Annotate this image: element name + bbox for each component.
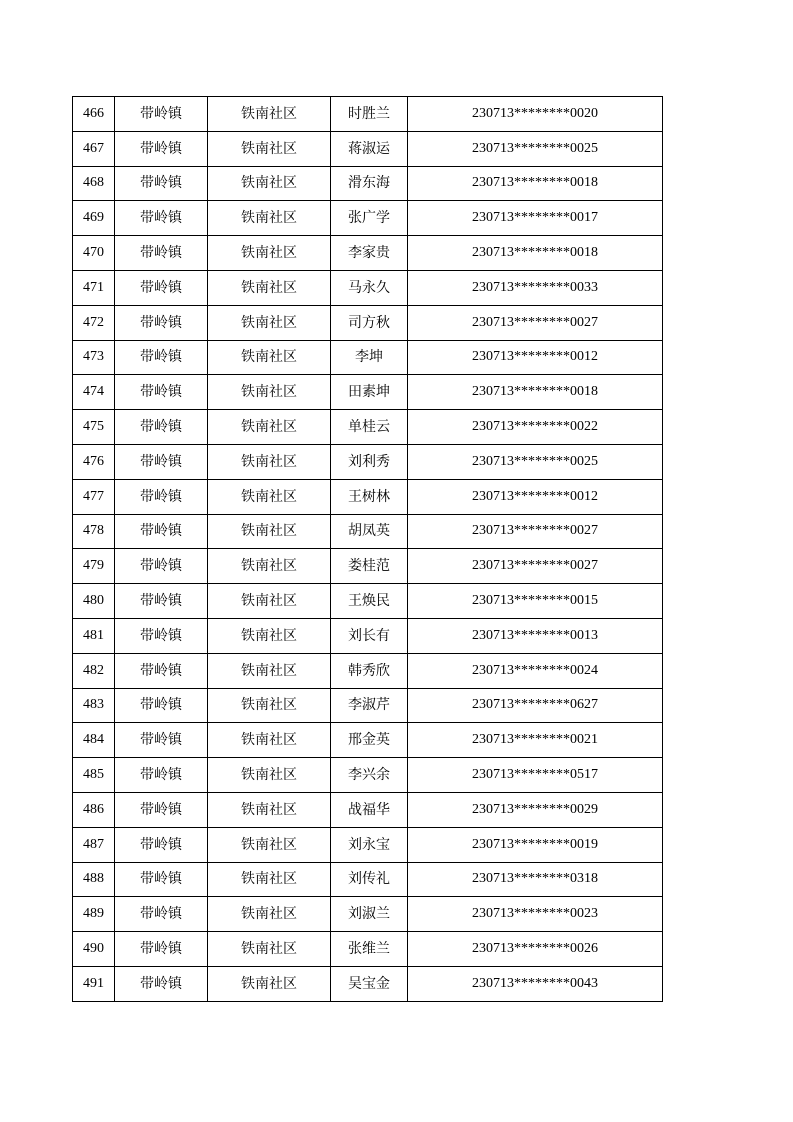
row-number-cell: 476 [73, 444, 115, 479]
community-cell: 铁南社区 [208, 584, 331, 619]
row-number-cell: 491 [73, 966, 115, 1001]
person-name-cell: 邢金英 [331, 723, 408, 758]
community-cell: 铁南社区 [208, 514, 331, 549]
person-name-cell: 刘长有 [331, 618, 408, 653]
id-number-cell: 230713********0025 [408, 131, 663, 166]
table-row [73, 131, 663, 166]
id-number-cell: 230713********0023 [408, 897, 663, 932]
row-number-cell: 479 [73, 549, 115, 584]
person-name-cell: 刘淑兰 [331, 897, 408, 932]
table-row [73, 375, 663, 410]
row-number-cell: 480 [73, 584, 115, 619]
person-name-cell: 娄桂范 [331, 549, 408, 584]
town-cell: 带岭镇 [115, 932, 208, 967]
row-number-cell: 478 [73, 514, 115, 549]
id-number-cell: 230713********0012 [408, 340, 663, 375]
id-number-cell: 230713********0033 [408, 270, 663, 305]
town-cell: 带岭镇 [115, 166, 208, 201]
town-cell: 带岭镇 [115, 723, 208, 758]
roster-body [73, 97, 663, 1002]
person-name-cell: 滑东海 [331, 166, 408, 201]
row-number-cell: 472 [73, 305, 115, 340]
town-cell: 带岭镇 [115, 758, 208, 793]
row-number-cell: 487 [73, 827, 115, 862]
person-name-cell: 田素坤 [331, 375, 408, 410]
community-cell: 铁南社区 [208, 792, 331, 827]
roster-table [72, 96, 663, 1002]
community-cell: 铁南社区 [208, 375, 331, 410]
person-name-cell: 张广学 [331, 201, 408, 236]
id-number-cell: 230713********0018 [408, 166, 663, 201]
row-number-cell: 475 [73, 410, 115, 445]
person-name-cell: 马永久 [331, 270, 408, 305]
row-number-cell: 474 [73, 375, 115, 410]
community-cell: 铁南社区 [208, 723, 331, 758]
row-number-cell: 469 [73, 201, 115, 236]
community-cell: 铁南社区 [208, 966, 331, 1001]
id-number-cell: 230713********0022 [408, 410, 663, 445]
table-row [73, 305, 663, 340]
person-name-cell: 时胜兰 [331, 97, 408, 132]
table-row [73, 410, 663, 445]
table-row [73, 758, 663, 793]
row-number-cell: 470 [73, 236, 115, 271]
id-number-cell: 230713********0025 [408, 444, 663, 479]
table-row [73, 340, 663, 375]
town-cell: 带岭镇 [115, 444, 208, 479]
community-cell: 铁南社区 [208, 410, 331, 445]
id-number-cell: 230713********0024 [408, 653, 663, 688]
table-row [73, 236, 663, 271]
id-number-cell: 230713********0318 [408, 862, 663, 897]
table-row [73, 688, 663, 723]
community-cell: 铁南社区 [208, 549, 331, 584]
id-number-cell: 230713********0627 [408, 688, 663, 723]
row-number-cell: 489 [73, 897, 115, 932]
row-number-cell: 490 [73, 932, 115, 967]
row-number-cell: 466 [73, 97, 115, 132]
community-cell: 铁南社区 [208, 201, 331, 236]
person-name-cell: 王树林 [331, 479, 408, 514]
person-name-cell: 吴宝金 [331, 966, 408, 1001]
person-name-cell: 李淑芹 [331, 688, 408, 723]
id-number-cell: 230713********0026 [408, 932, 663, 967]
table-row [73, 584, 663, 619]
town-cell: 带岭镇 [115, 514, 208, 549]
person-name-cell: 单桂云 [331, 410, 408, 445]
id-number-cell: 230713********0015 [408, 584, 663, 619]
row-number-cell: 488 [73, 862, 115, 897]
row-number-cell: 468 [73, 166, 115, 201]
id-number-cell: 230713********0017 [408, 201, 663, 236]
id-number-cell: 230713********0029 [408, 792, 663, 827]
community-cell: 铁南社区 [208, 688, 331, 723]
community-cell: 铁南社区 [208, 618, 331, 653]
town-cell: 带岭镇 [115, 584, 208, 619]
town-cell: 带岭镇 [115, 549, 208, 584]
community-cell: 铁南社区 [208, 444, 331, 479]
row-number-cell: 467 [73, 131, 115, 166]
town-cell: 带岭镇 [115, 653, 208, 688]
community-cell: 铁南社区 [208, 270, 331, 305]
person-name-cell: 蒋淑运 [331, 131, 408, 166]
town-cell: 带岭镇 [115, 305, 208, 340]
table-row [73, 201, 663, 236]
row-number-cell: 484 [73, 723, 115, 758]
person-name-cell: 王焕民 [331, 584, 408, 619]
person-name-cell: 李坤 [331, 340, 408, 375]
town-cell: 带岭镇 [115, 97, 208, 132]
row-number-cell: 485 [73, 758, 115, 793]
person-name-cell: 战福华 [331, 792, 408, 827]
row-number-cell: 486 [73, 792, 115, 827]
row-number-cell: 473 [73, 340, 115, 375]
table-row [73, 966, 663, 1001]
row-number-cell: 481 [73, 618, 115, 653]
table-row [73, 862, 663, 897]
town-cell: 带岭镇 [115, 410, 208, 445]
id-number-cell: 230713********0517 [408, 758, 663, 793]
table-row [73, 932, 663, 967]
town-cell: 带岭镇 [115, 897, 208, 932]
id-number-cell: 230713********0019 [408, 827, 663, 862]
town-cell: 带岭镇 [115, 966, 208, 1001]
person-name-cell: 刘永宝 [331, 827, 408, 862]
id-number-cell: 230713********0027 [408, 549, 663, 584]
table-row [73, 618, 663, 653]
community-cell: 铁南社区 [208, 653, 331, 688]
table-row [73, 97, 663, 132]
id-number-cell: 230713********0027 [408, 514, 663, 549]
community-cell: 铁南社区 [208, 827, 331, 862]
table-row [73, 653, 663, 688]
person-name-cell: 韩秀欣 [331, 653, 408, 688]
id-number-cell: 230713********0043 [408, 966, 663, 1001]
row-number-cell: 471 [73, 270, 115, 305]
town-cell: 带岭镇 [115, 131, 208, 166]
person-name-cell: 刘利秀 [331, 444, 408, 479]
community-cell: 铁南社区 [208, 862, 331, 897]
table-row [73, 723, 663, 758]
town-cell: 带岭镇 [115, 236, 208, 271]
town-cell: 带岭镇 [115, 270, 208, 305]
table-row [73, 792, 663, 827]
community-cell: 铁南社区 [208, 166, 331, 201]
table-row [73, 549, 663, 584]
id-number-cell: 230713********0018 [408, 375, 663, 410]
table-row [73, 444, 663, 479]
person-name-cell: 李家贵 [331, 236, 408, 271]
id-number-cell: 230713********0020 [408, 97, 663, 132]
person-name-cell: 张维兰 [331, 932, 408, 967]
town-cell: 带岭镇 [115, 862, 208, 897]
id-number-cell: 230713********0027 [408, 305, 663, 340]
person-name-cell: 司方秋 [331, 305, 408, 340]
row-number-cell: 477 [73, 479, 115, 514]
community-cell: 铁南社区 [208, 131, 331, 166]
town-cell: 带岭镇 [115, 340, 208, 375]
table-row [73, 166, 663, 201]
table-row [73, 270, 663, 305]
person-name-cell: 刘传礼 [331, 862, 408, 897]
community-cell: 铁南社区 [208, 97, 331, 132]
table-row [73, 479, 663, 514]
id-number-cell: 230713********0021 [408, 723, 663, 758]
table-row [73, 897, 663, 932]
id-number-cell: 230713********0012 [408, 479, 663, 514]
person-name-cell: 胡凤英 [331, 514, 408, 549]
community-cell: 铁南社区 [208, 305, 331, 340]
row-number-cell: 483 [73, 688, 115, 723]
town-cell: 带岭镇 [115, 688, 208, 723]
community-cell: 铁南社区 [208, 340, 331, 375]
row-number-cell: 482 [73, 653, 115, 688]
person-name-cell: 李兴余 [331, 758, 408, 793]
community-cell: 铁南社区 [208, 236, 331, 271]
community-cell: 铁南社区 [208, 932, 331, 967]
table-row [73, 514, 663, 549]
town-cell: 带岭镇 [115, 479, 208, 514]
town-cell: 带岭镇 [115, 375, 208, 410]
id-number-cell: 230713********0018 [408, 236, 663, 271]
community-cell: 铁南社区 [208, 758, 331, 793]
id-number-cell: 230713********0013 [408, 618, 663, 653]
community-cell: 铁南社区 [208, 897, 331, 932]
town-cell: 带岭镇 [115, 618, 208, 653]
town-cell: 带岭镇 [115, 827, 208, 862]
town-cell: 带岭镇 [115, 201, 208, 236]
town-cell: 带岭镇 [115, 792, 208, 827]
table-row [73, 827, 663, 862]
community-cell: 铁南社区 [208, 479, 331, 514]
